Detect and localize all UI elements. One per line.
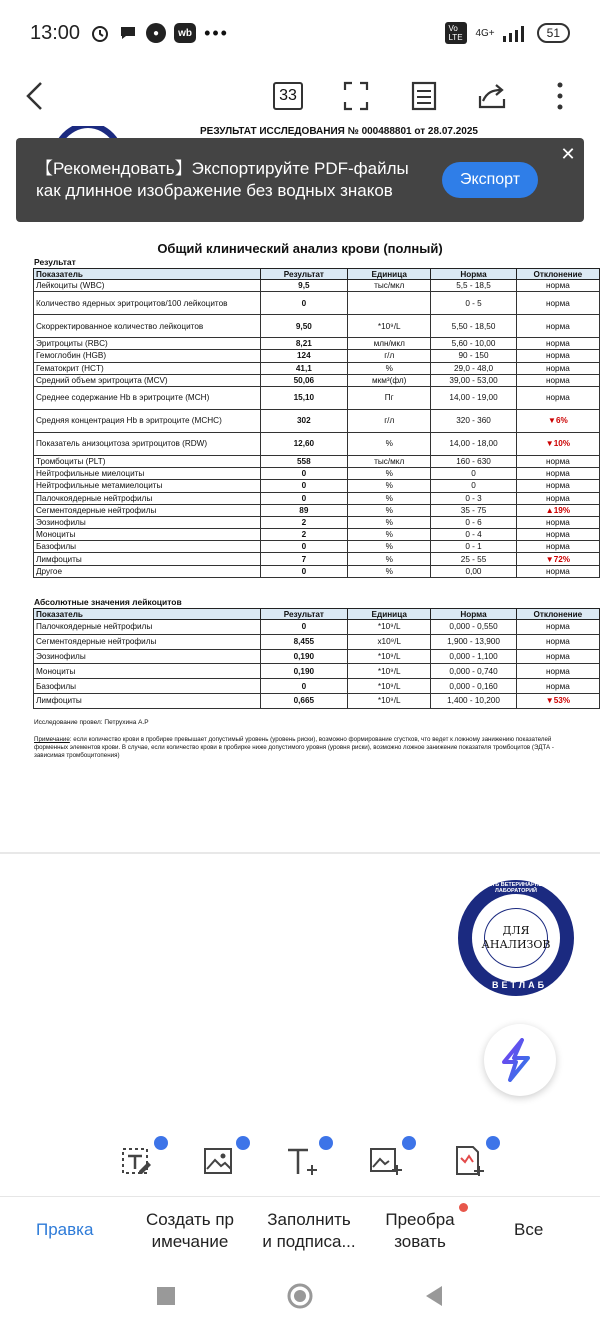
cell-unit: млн/мкл	[348, 338, 431, 350]
cell-norm: 0	[431, 468, 516, 480]
document-view-icon	[411, 81, 437, 111]
cell-deviation: норма	[516, 679, 599, 694]
add-text-tool[interactable]	[285, 1144, 321, 1180]
cell-indicator: Базофилы	[34, 541, 261, 553]
cell-deviation: норма	[516, 455, 599, 467]
cell-unit: г/л	[348, 409, 431, 432]
bottom-menu	[0, 1196, 600, 1264]
cell-indicator: Сегментоядерные нейтрофилы	[34, 504, 261, 516]
cell-indicator: Лейкоциты (WBC)	[34, 280, 261, 292]
export-banner	[16, 138, 584, 222]
cell-deviation: норма	[516, 338, 599, 350]
cell-result: 0	[260, 480, 347, 492]
recent-apps-button[interactable]	[156, 1286, 176, 1311]
cell-norm: 14,00 - 18,00	[431, 432, 516, 455]
close-icon: ✕	[560, 143, 576, 164]
col-unit: Единица	[348, 269, 431, 280]
fullscreen-icon	[343, 81, 369, 111]
cell-indicator: Базофилы	[34, 679, 261, 694]
stamp-center	[481, 908, 551, 968]
absolute-table-header	[34, 609, 600, 620]
cell-unit: *10⁹/L	[348, 649, 431, 664]
cell-norm: 0,000 - 0,740	[431, 664, 516, 679]
menu-all-label: Все	[514, 1220, 544, 1239]
cell-deviation: норма	[516, 529, 599, 541]
cell-unit: тыс/мкл	[348, 280, 431, 292]
table-row	[34, 541, 600, 553]
cell-unit: тыс/мкл	[348, 455, 431, 467]
cell-norm: 0 - 1	[431, 541, 516, 553]
premium-badge-icon	[402, 1136, 416, 1150]
cell-unit: мкм³(фл)	[348, 374, 431, 386]
result-header: РЕЗУЛЬТАТ ИССЛЕДОВАНИЯ № 000488801 от 28.07.2025	[200, 126, 478, 137]
cell-result: 0	[260, 492, 347, 504]
col-result: Результат	[260, 269, 347, 280]
cell-norm: 39,00 - 53,00	[431, 374, 516, 386]
cell-unit: x10⁹/L	[348, 634, 431, 649]
cell-result: 0	[260, 565, 347, 577]
cell-result: 124	[260, 350, 347, 362]
menu-all[interactable]	[514, 1219, 543, 1241]
cell-unit: %	[348, 529, 431, 541]
network-type: 4G+	[475, 27, 495, 39]
page-separator	[0, 852, 600, 854]
cell-deviation: норма	[516, 350, 599, 362]
cell-result: 41,1	[260, 362, 347, 374]
table-row	[34, 350, 600, 362]
document-page[interactable]	[0, 126, 600, 852]
cell-unit: %	[348, 516, 431, 528]
col-norm: Норма	[431, 609, 516, 620]
note-text	[34, 736, 574, 760]
table-row	[34, 504, 600, 516]
stamp-ring-top: СЕТЬ ВЕТЕРИНАРНЫХ ЛАБОРАТОРИЙ	[484, 882, 548, 894]
cell-norm: 29,0 - 48,0	[431, 362, 516, 374]
cell-deviation: ▼10%	[516, 432, 599, 455]
col-indicator: Показатель	[34, 609, 261, 620]
cell-result: 89	[260, 504, 347, 516]
cell-indicator: Количество ядерных эритроцитов/100 лейкоцитов	[34, 292, 261, 315]
table-row	[34, 362, 600, 374]
lab-stamp	[458, 880, 574, 996]
cell-unit: %	[348, 504, 431, 516]
cell-result: 0	[260, 620, 347, 635]
sparkle-icon	[500, 1038, 540, 1082]
menu-fill-line1: Заполнить	[267, 1210, 351, 1229]
chevron-left-icon	[24, 80, 44, 112]
col-unit: Единица	[348, 609, 431, 620]
cell-result: 15,10	[260, 386, 347, 409]
premium-badge-icon	[154, 1136, 168, 1150]
cell-unit	[348, 292, 431, 315]
read-mode-button[interactable]	[408, 80, 440, 112]
cell-norm: 5,5 - 18,5	[431, 280, 516, 292]
cell-deviation: ▼72%	[516, 553, 599, 565]
cell-norm: 1,900 - 13,900	[431, 634, 516, 649]
table-row	[34, 553, 600, 565]
cell-indicator: Лимфоциты	[34, 693, 261, 708]
cell-result: 2	[260, 516, 347, 528]
cell-unit: г/л	[348, 350, 431, 362]
cell-indicator: Сегментоядерные нейтрофилы	[34, 634, 261, 649]
alarm-icon	[90, 23, 110, 43]
cell-deviation: норма	[516, 292, 599, 315]
menu-edit-label: Правка	[36, 1220, 94, 1239]
back-button[interactable]	[24, 76, 56, 116]
cell-indicator: Другое	[34, 565, 261, 577]
wb-app-icon: wb	[174, 23, 196, 43]
cell-unit: %	[348, 565, 431, 577]
table-row	[34, 565, 600, 577]
image-edit-icon	[202, 1144, 236, 1178]
cell-result: 302	[260, 409, 347, 432]
close-banner-button[interactable]	[556, 142, 580, 166]
more-options-button[interactable]	[544, 80, 576, 112]
cell-norm: 25 - 55	[431, 553, 516, 565]
cell-result: 8,21	[260, 338, 347, 350]
table-row	[34, 620, 600, 635]
cell-unit: *10⁹/L	[348, 664, 431, 679]
cell-deviation: ▲19%	[516, 504, 599, 516]
menu-note-line2: имечание	[151, 1232, 229, 1251]
col-deviation: Отклонение	[516, 609, 599, 620]
table-row	[34, 455, 600, 467]
banner-text: 【Рекомендовать】Экспортируйте PDF-файлы как длинное изображение без водных знаков	[36, 159, 409, 200]
share-button[interactable]	[476, 80, 508, 112]
cell-unit: *10⁹/L	[348, 679, 431, 694]
cell-result: 0,190	[260, 649, 347, 664]
cell-indicator: Гематокрит (HCT)	[34, 362, 261, 374]
cell-unit: Пг	[348, 386, 431, 409]
cell-unit: *10⁹/L	[348, 620, 431, 635]
cell-deviation: норма	[516, 620, 599, 635]
ai-assistant-button[interactable]	[484, 1024, 556, 1096]
add-signature-tool[interactable]	[452, 1144, 488, 1180]
cell-deviation: норма	[516, 634, 599, 649]
cell-unit: %	[348, 553, 431, 565]
cell-unit: %	[348, 480, 431, 492]
cell-norm: 0 - 5	[431, 292, 516, 315]
table-row	[34, 679, 600, 694]
export-button[interactable]: Экспорт	[442, 162, 538, 198]
col-norm: Норма	[431, 269, 516, 280]
cell-unit: *10⁹/L	[348, 693, 431, 708]
fullscreen-button[interactable]	[340, 80, 372, 112]
stamp-ring-bottom: ВЕТЛАБ	[492, 980, 548, 990]
note-body: : если количество крови в пробирке превышает допустимый уровень (уровень риски), возможно формирование сгустков, что ведет к ложному занижению показателей форменных элементов крови. В случае, если количество крови в пробирке ниже допустимого уровня (уровня риски), возможно ложное занижение показателя тромбоцитов (ЭДТА - зависимая тромбоцитопения)	[34, 736, 554, 759]
cell-norm: 5,60 - 10,00	[431, 338, 516, 350]
cell-deviation: норма	[516, 664, 599, 679]
cell-indicator: Эритроциты (RBC)	[34, 338, 261, 350]
cell-indicator: Гемоглобин (HGB)	[34, 350, 261, 362]
square-icon	[156, 1286, 176, 1306]
cell-indicator: Эозинофилы	[34, 516, 261, 528]
note-label: Примечание	[34, 736, 70, 743]
cell-norm: 0 - 4	[431, 529, 516, 541]
battery-indicator: 51	[537, 23, 570, 43]
menu-note-line1: Создать пр	[146, 1210, 234, 1229]
performer-text: Исследование провел: Петрухина А.Р	[34, 719, 149, 726]
cell-result: 12,60	[260, 432, 347, 455]
menu-convert-line1: Преобра	[385, 1210, 455, 1229]
menu-convert-line2: зовать	[394, 1232, 446, 1251]
cell-deviation: норма	[516, 565, 599, 577]
cell-deviation: норма	[516, 516, 599, 528]
section-result-title: Результат	[34, 257, 76, 267]
cell-indicator: Показатель анизоцитоза эритроцитов (RDW)	[34, 432, 261, 455]
absolute-values-table	[33, 608, 600, 709]
cell-norm: 320 - 360	[431, 409, 516, 432]
cell-norm: 5,50 - 18,50	[431, 315, 516, 338]
col-indicator: Показатель	[34, 269, 261, 280]
cell-deviation: норма	[516, 280, 599, 292]
cell-result: 0	[260, 292, 347, 315]
cell-deviation: ▼6%	[516, 409, 599, 432]
section-absolute-title: Абсолютные значения лейкоцитов	[34, 597, 182, 607]
triangle-back-icon	[424, 1285, 444, 1307]
back-nav-button[interactable]	[424, 1285, 444, 1312]
cell-result: 0	[260, 541, 347, 553]
cell-unit: %	[348, 432, 431, 455]
premium-badge-icon	[486, 1136, 500, 1150]
cell-deviation: норма	[516, 386, 599, 409]
premium-badge-icon	[319, 1136, 333, 1150]
document-toolbar	[0, 66, 600, 126]
add-text-icon	[285, 1144, 319, 1178]
cell-indicator: Палочкоядерные нейтрофилы	[34, 620, 261, 635]
cell-norm: 14,00 - 19,00	[431, 386, 516, 409]
cell-result: 2	[260, 529, 347, 541]
stamp-line2: АНАЛИЗОВ	[481, 938, 551, 951]
table-row	[34, 664, 600, 679]
table-row	[34, 315, 600, 338]
results-table	[33, 268, 600, 578]
table-row	[34, 409, 600, 432]
text-edit-icon	[120, 1144, 154, 1178]
more-vertical-icon	[556, 81, 564, 111]
cell-deviation: норма	[516, 362, 599, 374]
menu-create-note[interactable]	[140, 1209, 240, 1253]
table-row	[34, 292, 600, 315]
image-edit-tool[interactable]	[202, 1144, 238, 1180]
cell-deviation: норма	[516, 374, 599, 386]
cell-norm: 90 - 150	[431, 350, 516, 362]
cell-deviation: норма	[516, 468, 599, 480]
cell-indicator: Средняя концентрация Hb в эритроците (MCHC)	[34, 409, 261, 432]
cell-result: 558	[260, 455, 347, 467]
cell-indicator: Нейтрофильные миелоциты	[34, 468, 261, 480]
col-result: Результат	[260, 609, 347, 620]
circle-icon	[286, 1282, 314, 1310]
cell-deviation: ▼53%	[516, 693, 599, 708]
cell-unit: %	[348, 541, 431, 553]
status-system-icons	[445, 22, 570, 44]
table-row	[34, 468, 600, 480]
cell-result: 7	[260, 553, 347, 565]
cell-norm: 0,00	[431, 565, 516, 577]
add-image-icon	[368, 1144, 402, 1178]
cell-result: 0,665	[260, 693, 347, 708]
more-notifications-icon: •••	[204, 22, 229, 43]
new-feature-dot	[459, 1203, 468, 1212]
table-row	[34, 280, 600, 292]
cell-norm: 0,000 - 1,100	[431, 649, 516, 664]
cell-norm: 0,000 - 0,550	[431, 620, 516, 635]
cell-indicator: Лимфоциты	[34, 553, 261, 565]
cell-indicator: Эозинофилы	[34, 649, 261, 664]
cell-unit: %	[348, 362, 431, 374]
cell-result: 0,190	[260, 664, 347, 679]
cell-indicator: Тромбоциты (PLT)	[34, 455, 261, 467]
page-count: 33	[273, 82, 303, 110]
col-deviation: Отклонение	[516, 269, 599, 280]
app-notification-icon: ●	[146, 23, 166, 43]
cell-deviation: норма	[516, 649, 599, 664]
cell-result: 8,455	[260, 634, 347, 649]
cell-norm: 0 - 6	[431, 516, 516, 528]
cell-norm: 1,400 - 10,200	[431, 693, 516, 708]
cell-indicator: Среднее содержание Hb в эритроците (MCH)	[34, 386, 261, 409]
cell-indicator: Моноциты	[34, 529, 261, 541]
table-row	[34, 386, 600, 409]
cell-unit: %	[348, 492, 431, 504]
cell-deviation: норма	[516, 541, 599, 553]
cell-deviation: норма	[516, 315, 599, 338]
premium-badge-icon	[236, 1136, 250, 1150]
cell-norm: 160 - 630	[431, 455, 516, 467]
cell-unit: %	[348, 468, 431, 480]
menu-fill-line2: и подписа...	[262, 1232, 356, 1251]
cell-result: 0	[260, 679, 347, 694]
status-bar	[0, 0, 600, 66]
menu-fill-sign[interactable]	[258, 1209, 360, 1253]
table-row	[34, 374, 600, 386]
table-row	[34, 516, 600, 528]
cell-norm: 0 - 3	[431, 492, 516, 504]
table-row	[34, 529, 600, 541]
page-count-button[interactable]	[272, 80, 304, 112]
menu-edit[interactable]	[36, 1219, 93, 1241]
cell-norm: 0	[431, 480, 516, 492]
system-navigation-bar	[0, 1264, 600, 1332]
text-edit-tool[interactable]	[120, 1144, 156, 1180]
analysis-title: Общий клинический анализ крови (полный)	[157, 241, 443, 256]
cell-norm: 0,000 - 0,160	[431, 679, 516, 694]
share-icon	[477, 82, 507, 110]
stamp-line1: ДЛЯ	[502, 924, 530, 937]
home-button[interactable]	[286, 1282, 314, 1315]
volte-icon: Vo LTE	[445, 22, 467, 44]
cell-result: 0	[260, 468, 347, 480]
cell-indicator: Моноциты	[34, 664, 261, 679]
table-row	[34, 649, 600, 664]
add-page-icon	[452, 1144, 486, 1178]
cell-result: 50,06	[260, 374, 347, 386]
signal-icon	[503, 24, 529, 42]
chat-icon	[118, 23, 138, 43]
add-image-tool[interactable]	[368, 1144, 404, 1180]
cell-unit: *10⁹/L	[348, 315, 431, 338]
table-row	[34, 480, 600, 492]
cell-deviation: норма	[516, 480, 599, 492]
cell-indicator: Скорректированное количество лейкоцитов	[34, 315, 261, 338]
table-row	[34, 693, 600, 708]
status-time: 13:00	[30, 21, 81, 44]
cell-indicator: Нейтрофильные метамиелоциты	[34, 480, 261, 492]
results-table-header	[34, 269, 600, 280]
table-row	[34, 492, 600, 504]
cell-result: 9,5	[260, 280, 347, 292]
edit-tools-row	[0, 1140, 600, 1188]
menu-convert[interactable]	[380, 1209, 460, 1253]
table-row	[34, 634, 600, 649]
cell-indicator: Палочкоядерные нейтрофилы	[34, 492, 261, 504]
table-row	[34, 338, 600, 350]
cell-result: 9,50	[260, 315, 347, 338]
cell-indicator: Средний объем эритроцита (MCV)	[34, 374, 261, 386]
status-notification-icons	[90, 23, 229, 44]
cell-norm: 35 - 75	[431, 504, 516, 516]
cell-deviation: норма	[516, 492, 599, 504]
table-row	[34, 432, 600, 455]
